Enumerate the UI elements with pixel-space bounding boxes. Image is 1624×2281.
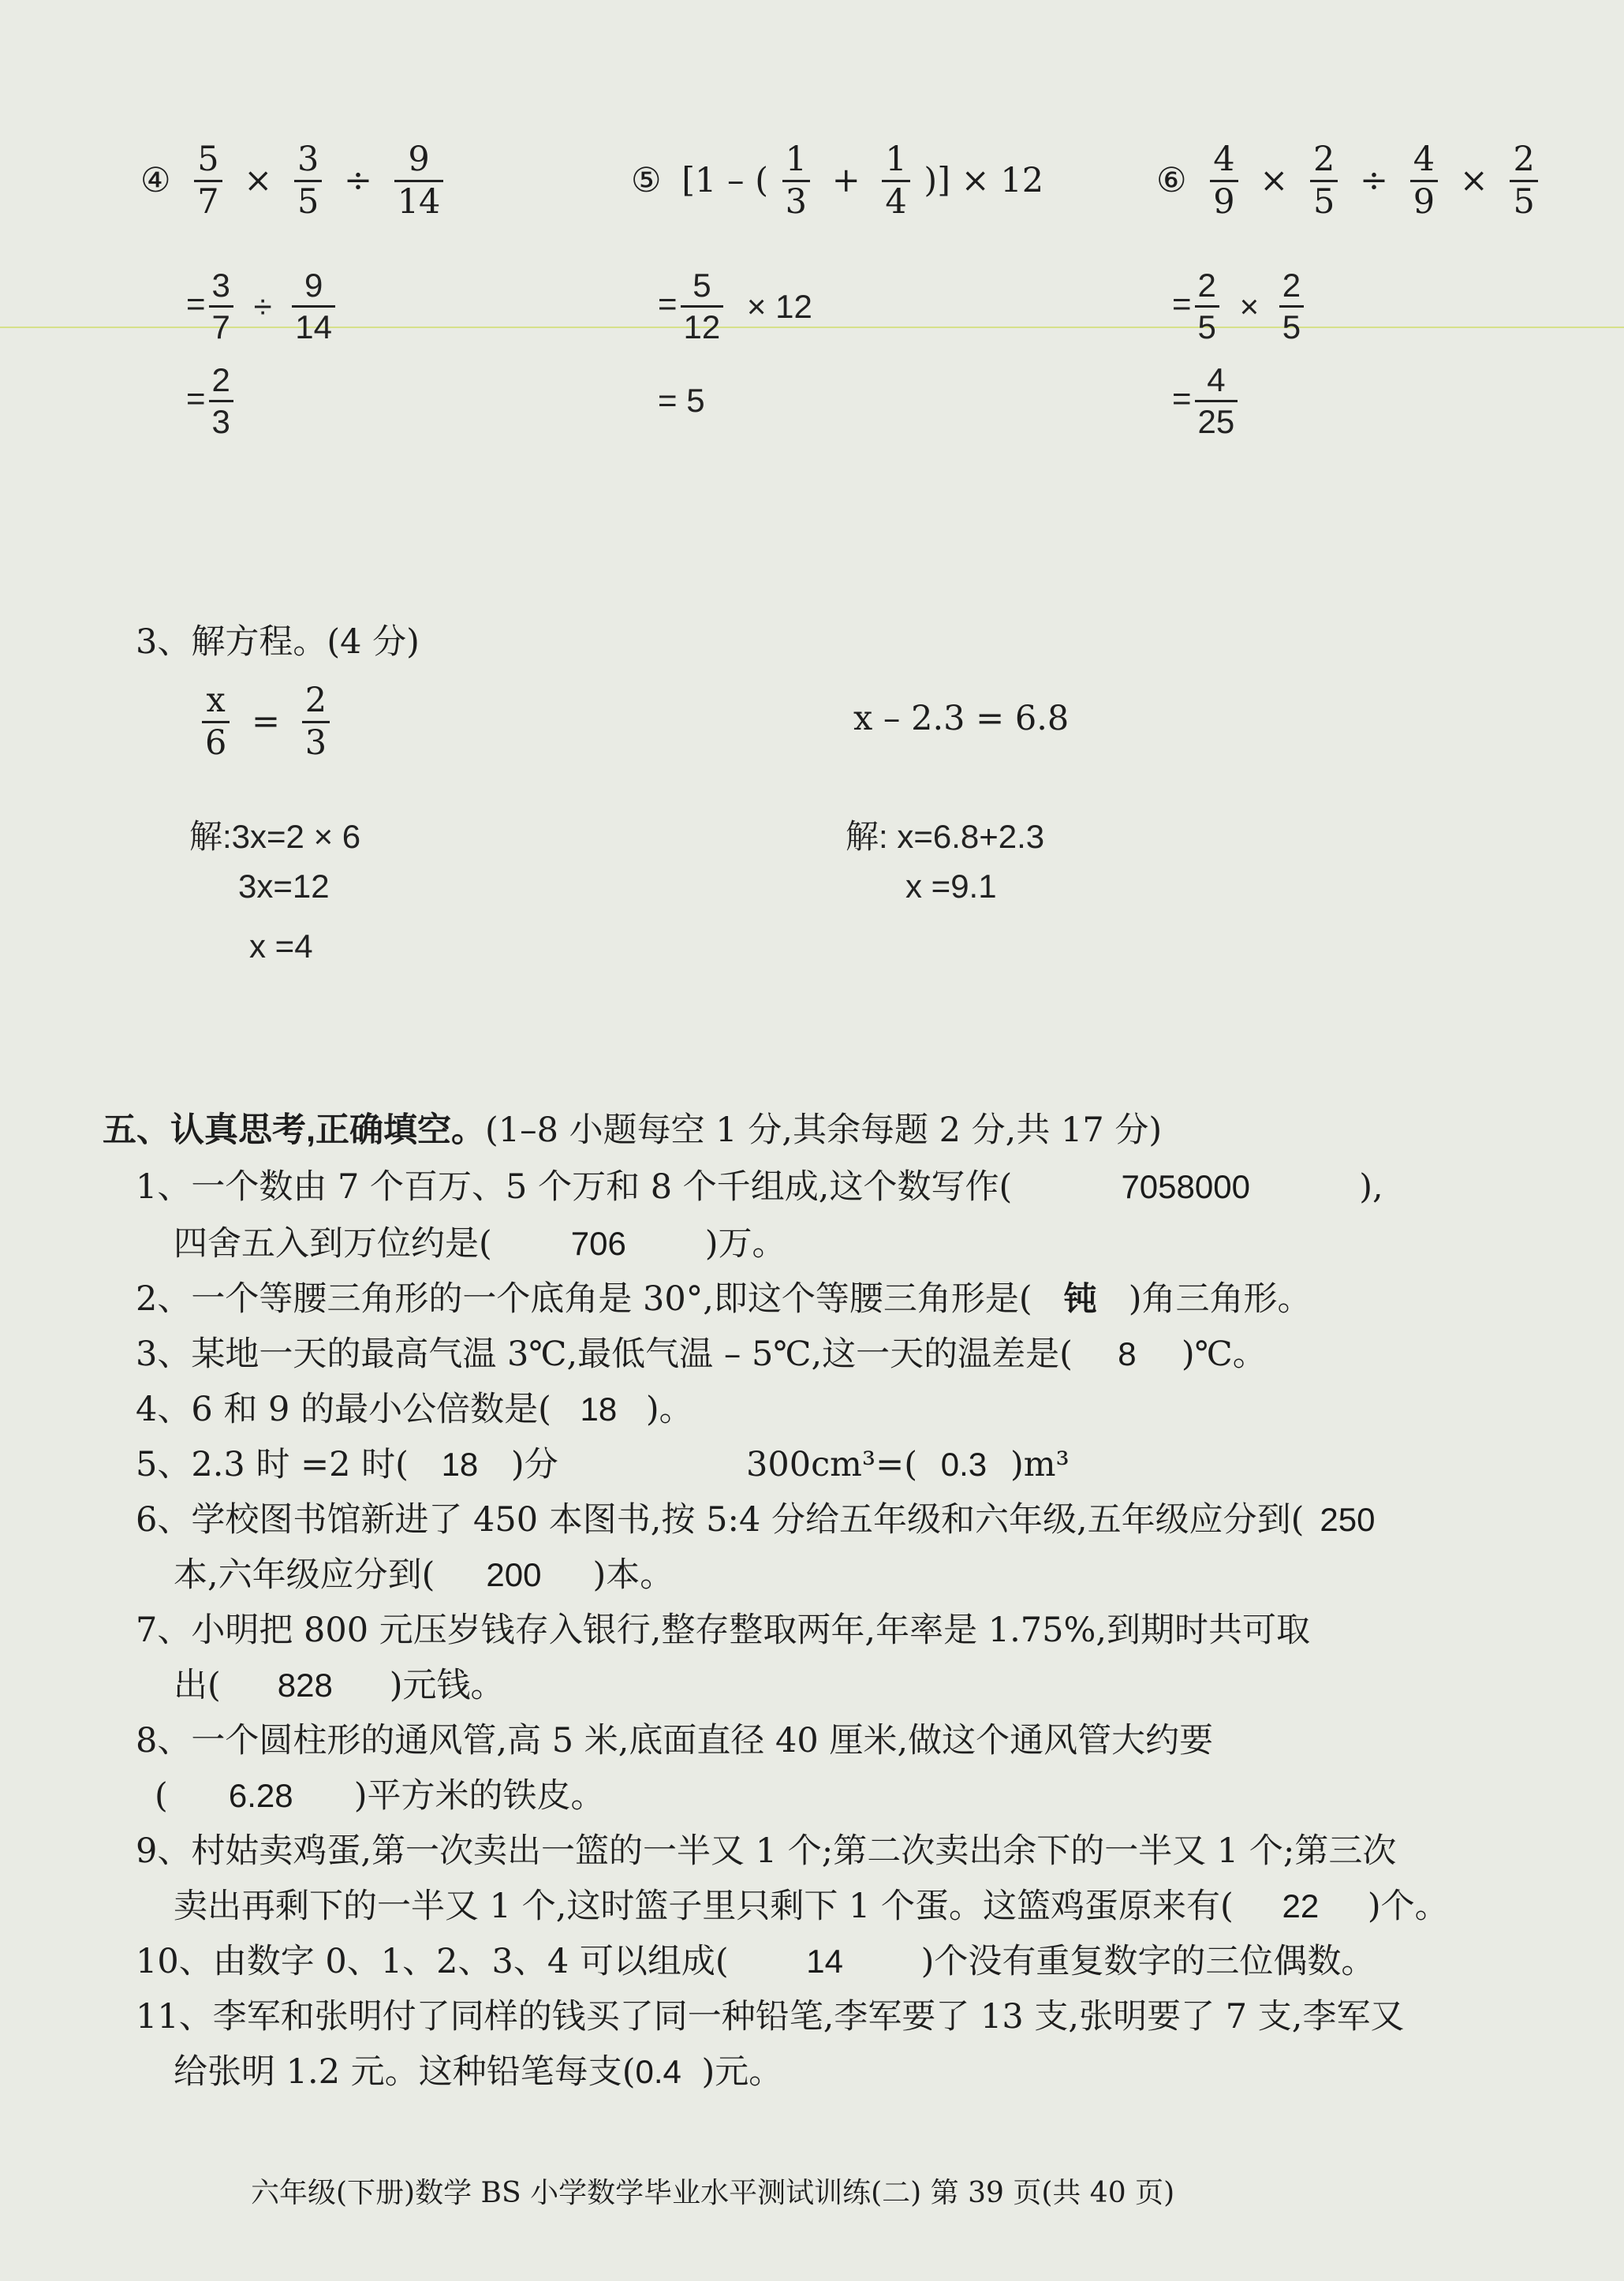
problem-6-label: ⑥ (1156, 161, 1187, 201)
question-5b: 300cm³=( 0.3 )m³ (746, 1445, 1070, 1484)
answer: 250 (1320, 1501, 1376, 1538)
question-6-line-1: 6、学校图书馆新进了 450 本图书,按 5:4 分给五年级和六年级,五年级应分到( 250 (136, 1503, 1391, 1537)
answer: 22 (1282, 1887, 1320, 1924)
question-9-line-2: 卖出再剩下的一半又 1 个,这时篮子里只剩下 1 个蛋。这篮鸡蛋原来有( 22 )个。 (174, 1887, 1449, 1926)
answer: 200 (486, 1556, 542, 1593)
fraction: $\frac{2}{5}$ (1510, 142, 1537, 220)
question-2: 2、一个等腰三角形的一个底角是 30°,即这个等腰三角形是( 钝 )角三角形。 (136, 1279, 1312, 1319)
problem-4: ④ $\frac{5}{7}$ × $\frac{3}{5}$ ÷ $\frac{9}{14}$ (140, 142, 446, 220)
fraction: $\frac{4}{25}$ (1195, 363, 1238, 439)
answer: 706 (570, 1225, 626, 1262)
fraction: $\frac{1}{3}$ (782, 142, 810, 220)
fraction: $\frac{2}{3}$ (302, 683, 330, 761)
question-7-line-1: 7、小明把 800 元压岁钱存入银行,整存整取两年,年率是 1.75%,到期时共可取 (136, 1611, 1311, 1650)
answer: 7058000 (1121, 1168, 1250, 1205)
answer: 14 (806, 1943, 843, 1980)
fraction: $\frac{5}{7}$ (194, 142, 222, 220)
answer: 0.3 (940, 1446, 987, 1483)
answer: 6.28 (228, 1777, 293, 1814)
question-8-line-1: 8、一个圆柱形的通风管,高 5 米,底面直径 40 厘米,做这个通风管大约要 (136, 1721, 1214, 1760)
answer: 0.4 (635, 2053, 681, 2090)
question-11-line-2: 给张明 1.2 元。这种铅笔每支(0.4 )元。 (174, 2052, 783, 2092)
problem-6-step-2: = $\frac{4}{25}$ (1172, 363, 1241, 439)
question-1-line-2: 四舍五入到万位约是( 706 )万。 (174, 1224, 786, 1264)
question-3: 3、某地一天的最高气温 3℃,最低气温 – 5℃,这一天的温差是( 8 )℃。 (136, 1335, 1267, 1374)
question-10: 10、由数字 0、1、2、3、4 可以组成( 14 )个没有重复数字的三位偶数。 (136, 1942, 1376, 1981)
fraction: $\frac{3}{7}$ (209, 268, 233, 345)
answer: 828 (277, 1667, 333, 1704)
question-9-line-1: 9、村姑卖鸡蛋,第一次卖出一篮的一半又 1 个;第二次卖出余下的一半又 1 个;第三次 (136, 1831, 1397, 1871)
problem-5: ⑤ [1 – ( $\frac{1}{3}$ + $\frac{1}{4}$ )] × 12 (631, 140, 1044, 222)
fraction: $\frac{3}{5}$ (294, 142, 322, 220)
question-5a: 5、2.3 时 =2 时( 18 )分 (136, 1445, 558, 1484)
equations-title: 3、解方程。(4 分) (136, 622, 420, 662)
equation-2: x – 2.3 = 6.8 (853, 699, 1070, 738)
equation-1: $\frac{x}{6}$ = $\frac{2}{3}$ (199, 683, 333, 761)
problem-5-step-1: = $\frac{5}{12}$ × 12 (658, 267, 812, 346)
fraction: $\frac{4}{9}$ (1410, 142, 1438, 220)
question-11-line-1: 11、李军和张明付了同样的钱买了同一种铅笔,李军要了 13 支,张明要了 7 支,李军又 (136, 1997, 1405, 2036)
question-7-line-2: 出( 828 )元钱。 (174, 1666, 505, 1705)
equation-1-step-2: 3x=12 (238, 868, 330, 905)
fraction: $\frac{2}{5}$ (1310, 142, 1338, 220)
question-1-line-1: 1、一个数由 7 个百万、5 个万和 8 个千组成,这个数写作( 7058000 ), (136, 1167, 1383, 1207)
answer: 8 (1118, 1335, 1137, 1372)
answer: 18 (580, 1391, 618, 1428)
section-5-heading: 五、认真思考,正确填空。(1–8 小题每空 1 分,其余每题 2 分,共 17 分) (103, 1111, 1163, 1150)
problem-4-step-2: = $\frac{2}{3}$ (186, 363, 237, 439)
fraction: $\frac{9}{14}$ (292, 268, 335, 345)
fraction: $\frac{2}{3}$ (209, 363, 233, 439)
problem-5-step-2: = 5 (658, 382, 705, 419)
problem-4-step-1: = $\frac{3}{7}$ ÷ $\frac{9}{14}$ (186, 268, 338, 345)
answer: 18 (441, 1446, 479, 1483)
fraction: $\frac{9}{14}$ (394, 142, 444, 220)
equation-2-step-1: 解: x=6.8+2.3 (846, 818, 1045, 855)
fraction: $\frac{2}{5}$ (1279, 268, 1304, 345)
fraction: $\frac{5}{12}$ (681, 268, 724, 345)
question-8-line-2: ( 6.28 )平方米的铁皮。 (155, 1776, 605, 1816)
problem-6: ⑥ $\frac{4}{9}$ × $\frac{2}{5}$ ÷ $\frac{4}{9}$ × $\frac{2}{5}$ (1156, 142, 1541, 220)
page-footer: 六年级(下册)数学 BS 小学数学毕业水平测试训练(二) 第 39 页(共 40 页) (251, 2177, 1175, 2209)
equation-1-step-3: x =4 (249, 928, 313, 965)
problem-4-label: ④ (140, 161, 171, 201)
question-6-line-2: 本,六年级应分到( 200 )本。 (174, 1555, 674, 1595)
fraction: $\frac{4}{9}$ (1210, 142, 1238, 220)
question-4: 4、6 和 9 的最小公倍数是( 18 )。 (136, 1390, 693, 1429)
answer: 钝 (1063, 1280, 1097, 1317)
fraction: $\frac{2}{5}$ (1195, 268, 1219, 345)
fraction: $\frac{1}{4}$ (882, 142, 909, 220)
equation-2-step-2: x =9.1 (905, 868, 997, 905)
problem-6-step-1: = $\frac{2}{5}$ × $\frac{2}{5}$ (1172, 268, 1307, 345)
problem-5-label: ⑤ (631, 161, 662, 201)
equation-1-step-1: 解:3x=2 × 6 (189, 818, 361, 855)
fraction: $\frac{x}{6}$ (202, 683, 230, 761)
